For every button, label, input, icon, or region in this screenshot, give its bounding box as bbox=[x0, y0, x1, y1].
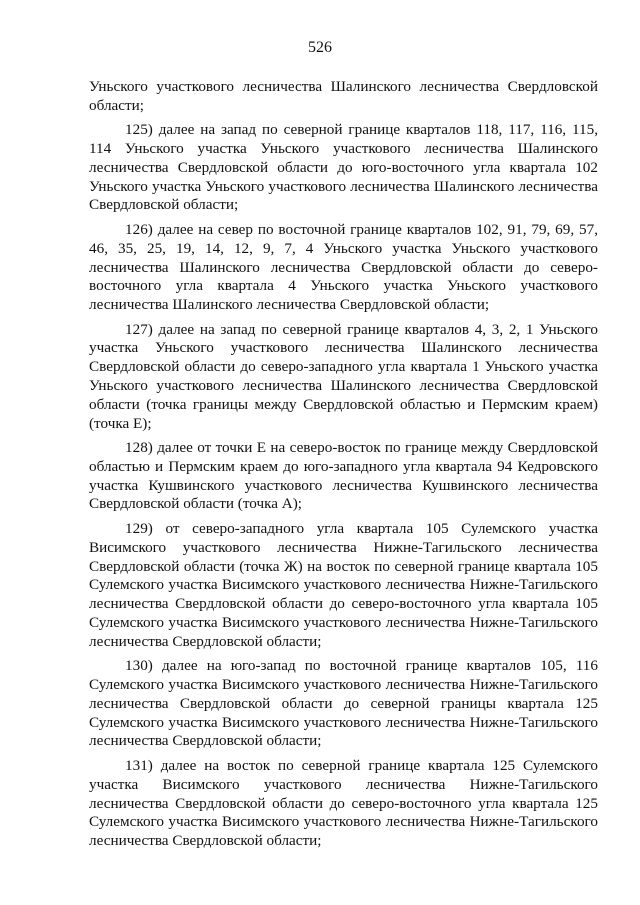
paragraph-131: 131) далее на восток по северной границе квартала 125 Сулемского участка Висимского участкового лесничества Нижне-Тагильского лесничества Свердловской области до северо-восточного угла квартала 125 Сулемского участка Висимского участкового лесничества Нижне-Тагильского лесничества Свердловской области; bbox=[89, 756, 598, 850]
paragraph-129: 129) от северо-западного угла квартала 105 Сулемского участка Висимского участкового лесничества Нижне-Тагильского лесничества Свердловской области (точка Ж) на восток по северной границе квартала 105 Сулемского участка Висимского участкового лесничества Нижне-Тагильского лесничества Свердловской области до северо-восточного угла квартала 105 Сулемского участка Висимского участкового лесничества Нижне-Тагильского лесничества Свердловской области; bbox=[89, 519, 598, 650]
paragraph-125: 125) далее на запад по северной границе кварталов 118, 117, 116, 115, 114 Уньского участка Уньского участкового лесничества Шалинского лесничества Свердловской области до юго-восточного угла квартала 102 Уньского участка Уньского участкового лесничества Шалинского лесничества Свердловской области; bbox=[89, 121, 598, 214]
page-number: 526 bbox=[308, 39, 332, 56]
paragraph-130: 130) далее на юго-запад по восточной границе кварталов 105, 116 Сулемского участка Висимского участкового лесничества Нижне-Тагильского лесничества Свердловской области до северной границы квартала 125 Сулемского участка Висимского участкового лесничества Нижне-Тагильского лесничества Свердловской области; bbox=[89, 657, 598, 750]
document-body bbox=[89, 78, 598, 851]
paragraph-127: 127) далее на запад по северной границе кварталов 4, 3, 2, 1 Уньского участка Уньского участкового лесничества Шалинского лесничества Свердловской области до северо-западного угла квартала 1 Уньского участка Уньского участкового лесничества Шалинского лесничества Свердловской области (точка границы между Свердловской областью и Пермским краем) (точка Е); bbox=[89, 320, 598, 432]
paragraph-continuation: Уньского участкового лесничества Шалинского лесничества Свердловской области; bbox=[89, 78, 598, 114]
paragraph-128: 128) далее от точки Е на северо-восток по границе между Свердловской областью и Пермским краем до юго-западного угла квартала 94 Кедровского участка Кушвинского участкового лесничества Кушвинского лесничества Свердловской области (точка А); bbox=[89, 439, 598, 513]
paragraph-126: 126) далее на север по восточной границе кварталов 102, 91, 79, 69, 57, 46, 35, 25, 19, 14, 12, 9, 7, 4 Уньского участка Уньского участкового лесничества Шалинского лесничества Свердловской области до северо-восточного угла квартала 4 Уньского участка Уньского участкового лесничества Шалинского лесничества Свердловской области; bbox=[89, 220, 598, 314]
